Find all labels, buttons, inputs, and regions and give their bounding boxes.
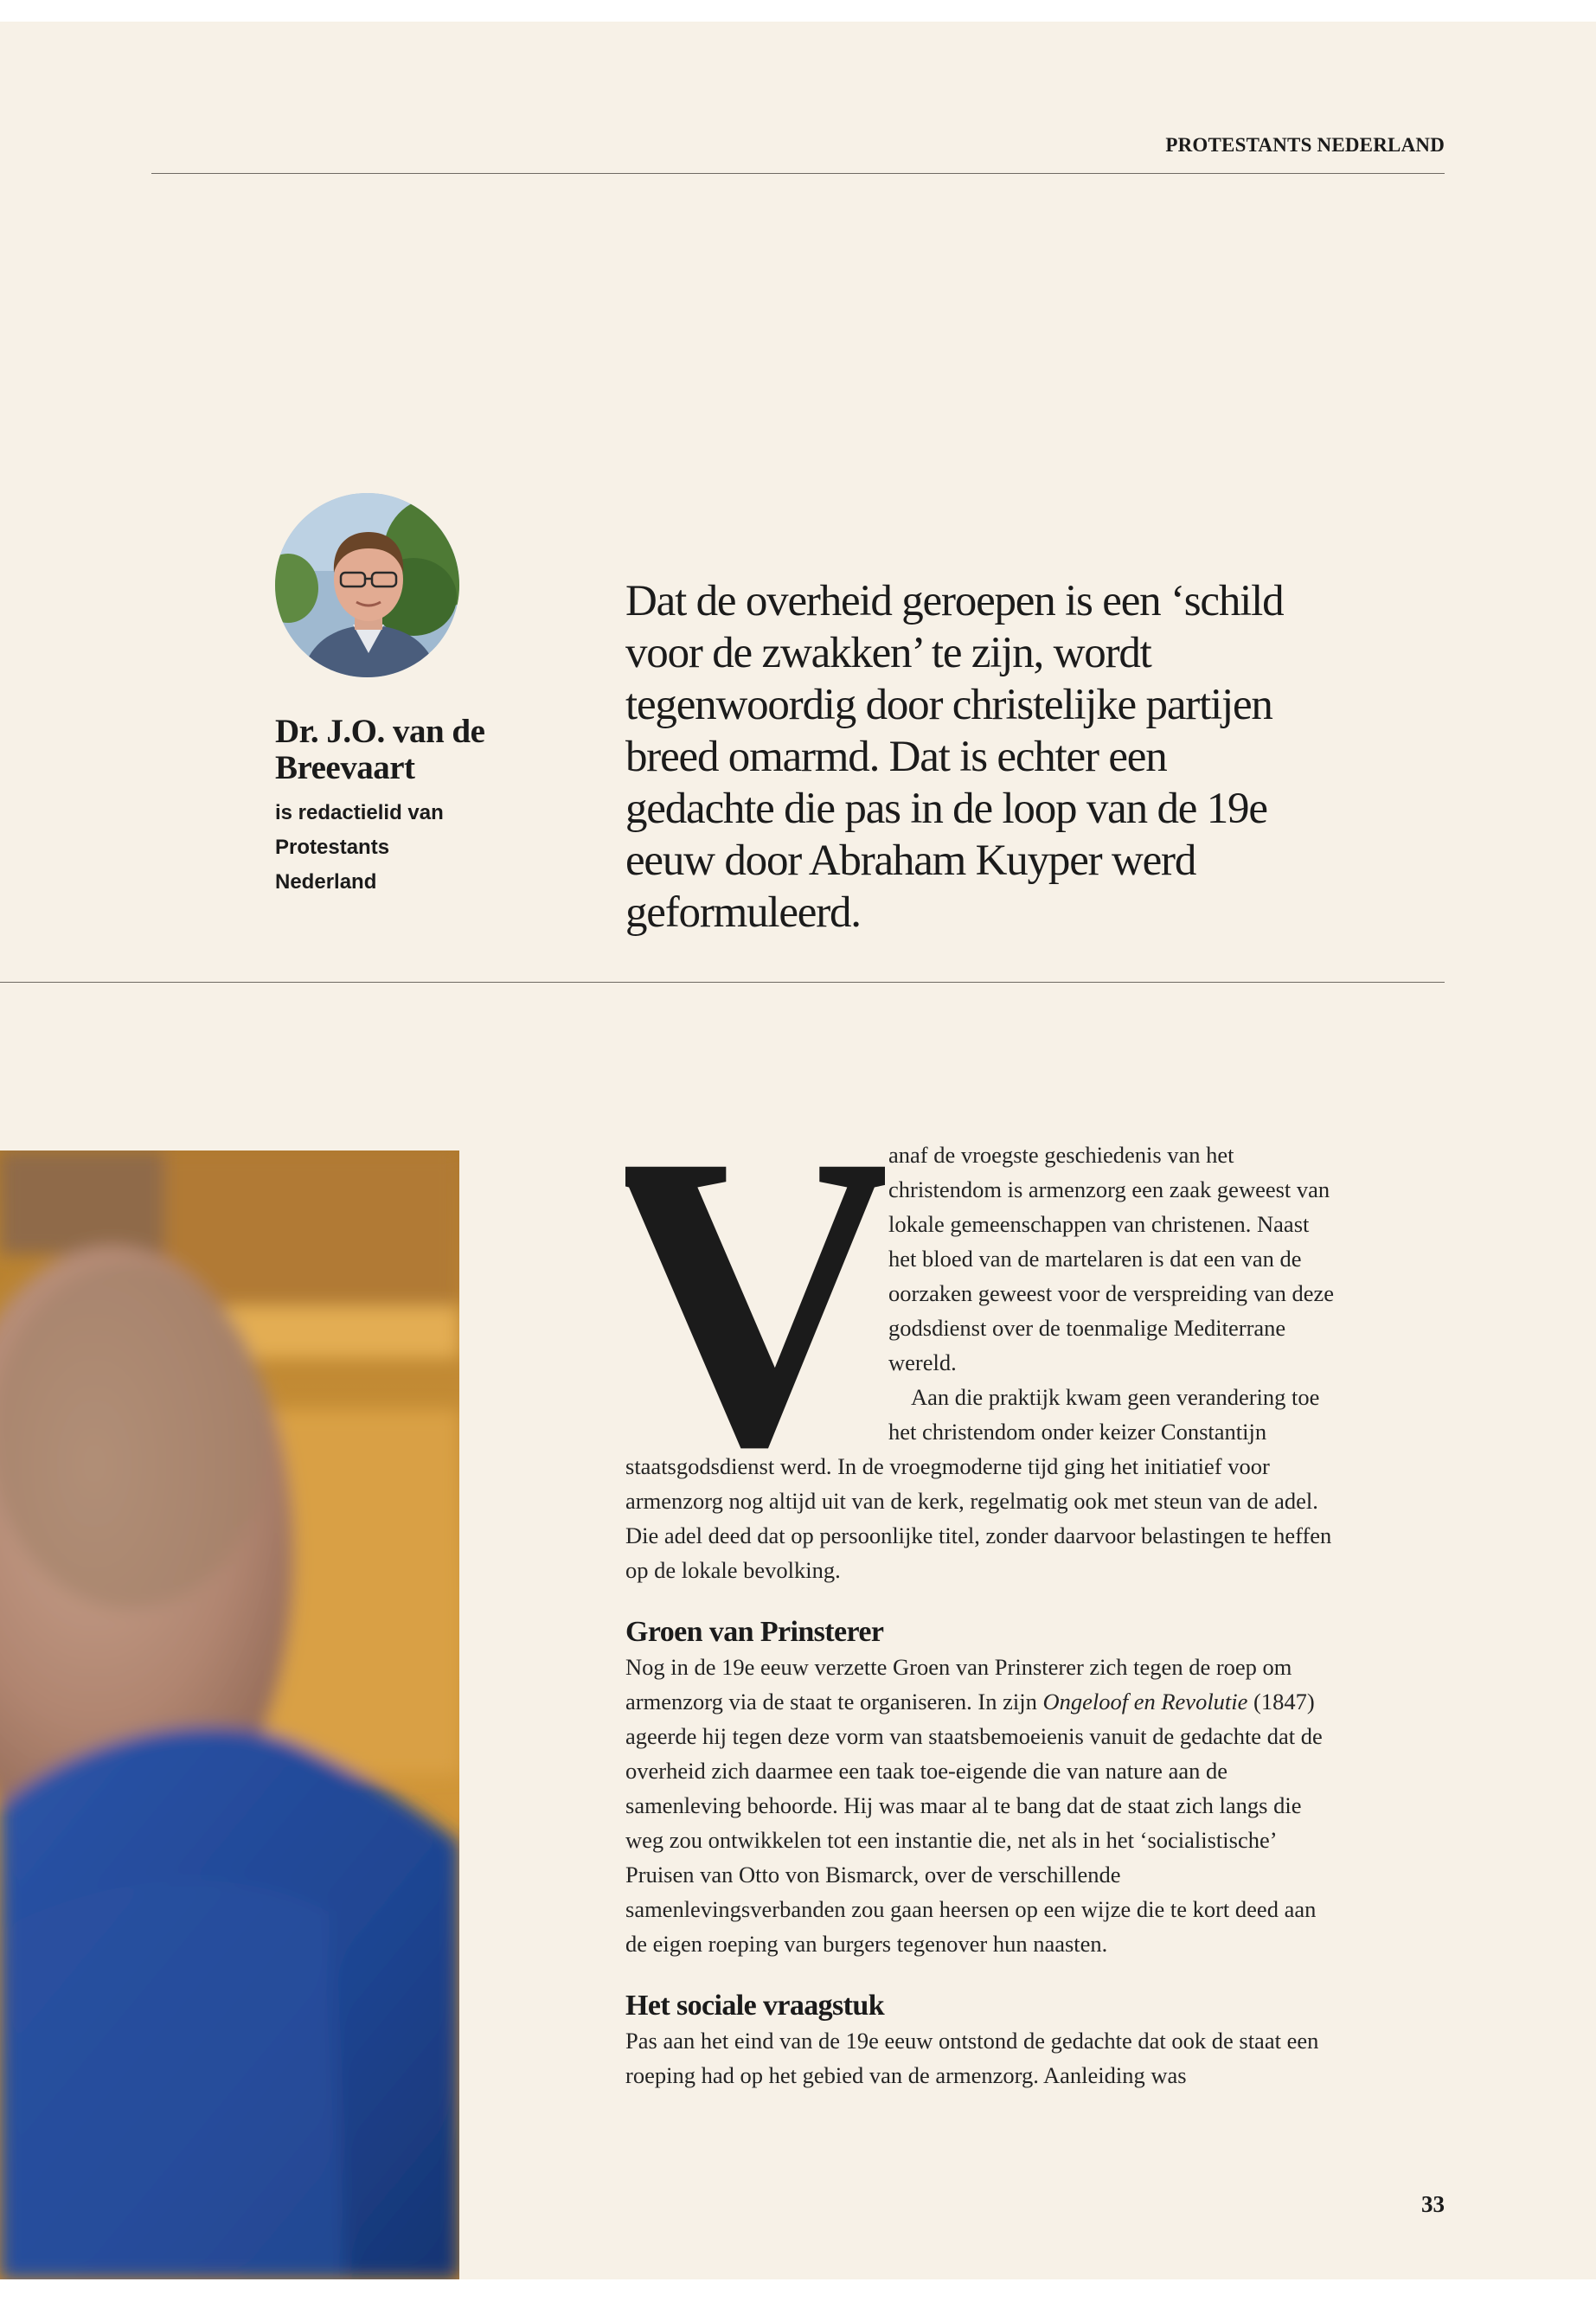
running-head: PROTESTANTS NEDERLAND [1165, 134, 1445, 156]
article-body [625, 1138, 1339, 2093]
section-rule [0, 982, 1445, 983]
paragraph-4: Pas aan het eind van de 19e eeuw ontstond de gedachte dat ook de staat een roeping had op het gebied van de armenzorg. Aanleiding was [625, 2028, 1319, 2088]
drop-cap-letter: V [625, 1138, 885, 1449]
magazine-page [0, 22, 1596, 2279]
politician-photo-image [0, 1150, 459, 2279]
subheading-sociale-vraagstuk: Het sociale vraagstuk [625, 1990, 885, 2022]
page-number: 33 [1421, 2191, 1445, 2217]
author-avatar [275, 493, 459, 677]
author-role: is redactielid van Protestants Nederland [275, 801, 444, 894]
author-name: Dr. J.O. van de Breevaart [275, 713, 485, 786]
paragraph-3 [625, 1650, 1339, 1961]
book-title: Ongeloof en Revolutie [1042, 1689, 1248, 1715]
paragraph-3-part-a: Nog in de 19e eeuw verzette Groen van Prinsterer zich tegen de roep om armenzorg via de staat te organiseren. In zijn [625, 1654, 1292, 1715]
paragraph-2: Aan die praktijk kwam geen verandering toe het christendom onder keizer Constantijn staatsgodsdienst werd. In de vroegmoderne tijd ging het initiatief voor armenzorg nog altijd uit van de kerk, regelmatig ook met steun van de adel. Die adel deed dat op persoonlijke titel, zonder daarvoor belastingen te heffen op de lokale bevolking. [625, 1384, 1332, 1583]
paragraph-1: anaf de vroegste geschiedenis van het christendom is armenzorg een zaak geweest van lokale gemeenschappen van christenen. Naast het bloed van de martelaren is dat een van de oorzaken geweest voor de verspreiding van deze godsdienst over de toenmalige Mediterrane wereld. [888, 1142, 1335, 1375]
drop-cap-glyph [625, 1138, 885, 1449]
header-rule [151, 173, 1445, 174]
drop-cap [625, 1138, 885, 1449]
subheading-groen: Groen van Prinsterer [625, 1616, 884, 1648]
author-portrait-image [275, 493, 459, 677]
article-photo [0, 1150, 459, 2279]
paragraph-3-part-b: (1847) ageerde hij tegen deze vorm van staatsbemoeienis vanuit de gedachte dat de overheid zich daarmee een taak toe-eigende die van nature aan de samenleving behoorde. Hij was maar al te bang dat de staat zich langs die weg zou ontwikkelen tot een instantie die, net als in het ‘socialistische’ Pruisen van Otto von Bismarck, over de verschillende samenlevingsverbanden zou gaan heersen op een wijze die te kort deed aan de eigen roeping van burgers tegenover hun naasten. [625, 1689, 1323, 1957]
intro-lead: Dat de overheid geroepen is een ‘schild voor de zwakken’ te zijn, wordt tegenwoordig door christelijke partijen breed omarmd. Dat is echter een gedachte die pas in de loop van de 19e eeuw door Abraham Kuyper werd geformuleerd. [625, 577, 1284, 937]
